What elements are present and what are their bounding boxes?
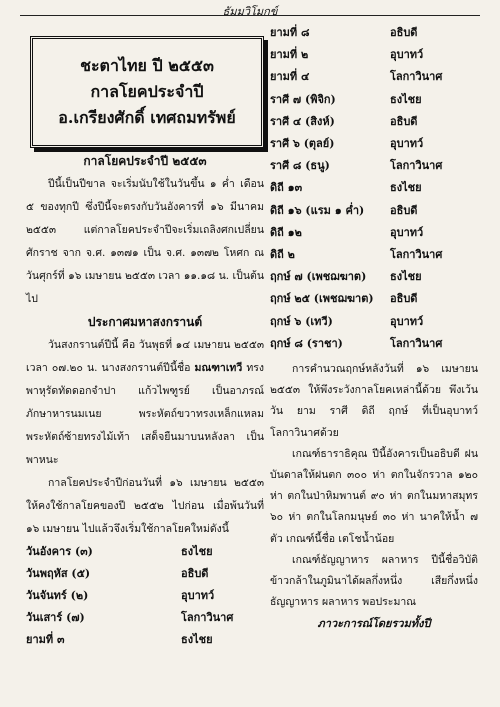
table-row-label: ยามที่ ๒ — [270, 48, 309, 62]
right-column — [270, 22, 478, 635]
table-row-label: ฤกษ์ ๘ (ราชา) — [270, 336, 343, 350]
title-line-1: ชะตาไทย ปี ๒๕๕๓ — [80, 56, 214, 75]
title-box — [30, 36, 264, 148]
paragraph-rainfall: เกณฑ์ธาราธิคุณ ปีนี้อังคารเป็นอธิบดี ฝน บันดาลให้ฝนตก ๓๐๐ ห่า ตกในจักรวาล ๑๒๐ ห่า ตกในป่าหิมพานต์ ๙๐ ห่า ตกในมหาสมุทร ๖๐ ห่า ตกในโลกมนุษย์ ๓๐ ห่า นาคให้น้ำ ๗ ตัว เกณฑ์นี้ชื่อ เตโชน้ำน้อย — [270, 447, 478, 545]
table-row-value: ธงไชย — [390, 92, 422, 106]
schedule-table — [26, 541, 264, 651]
songkran-goddess-name: มณฑาเทวี — [194, 362, 243, 374]
table-row-value: ธงไชย — [390, 270, 422, 284]
paragraph-songkran — [26, 334, 264, 472]
section-heading-kalayok: กาลโยคประจำปี ๒๕๕๓ — [83, 154, 207, 168]
section-heading-songkran: ประกาศมหาสงกรานต์ — [87, 315, 203, 329]
table-row-label: ยามที่ ๘ — [270, 26, 310, 39]
schedule-label: วันจันทร์ (๒) — [26, 589, 89, 602]
schedule-label: วันอังคาร (๓) — [26, 545, 93, 558]
table-row-value: อุบาทว์ — [390, 225, 424, 239]
schedule-label: ยามที่ ๓ — [26, 633, 65, 646]
table-row-label: ราศี ๘ (ธนู) — [270, 159, 330, 173]
paragraph-year-intro: ปีนี้เป็นปีขาล จะเริ่มนับใช้ในวันขึ้น ๑ ค่ำ เดือน ๕ ของทุกปี ซึ่งปีนี้จะตรงกับวันอังคารที่ ๑๖ มีนาคม ๒๕๕๓ แต่กาลโยคประจำปีจะเริ่มเถลิงศกเปลี่ยนศักราช จาก จ.ศ. ๑๓๗๑ เป็น จ.ศ. ๑๓๗๒ โหศก ณ วันศุกร์ที่ ๑๖ เมษายน ๒๕๕๓ เวลา ๑๑.๑๘ น. เป็นต้นไป — [26, 178, 264, 305]
table-row-value: อธิบดี — [390, 203, 418, 217]
schedule-spacer — [121, 585, 181, 607]
table-row-value: อุบาทว์ — [390, 48, 424, 62]
table-row-label: ดิถี ๑๖ (แรม ๑ ค่ำ) — [270, 203, 365, 217]
paragraph-harvest: เกณฑ์ธัญญาหาร ผลาหาร ปีนี้ชื่อวิบัติ ข้าวกล้าในภูมินาได้ผลกึ่งหนึ่ง เสียกึ่งหนึ่ง ธัญญาหาร ผลาหาร พอประมาณ — [270, 553, 478, 609]
title-line-2: กาลโยคประจำปี — [90, 82, 204, 101]
schedule-label: วันพฤหัส (๕) — [26, 567, 91, 580]
table-row-label: ราศี ๖ (ตุลย์) — [270, 137, 335, 151]
table-row-label: ราศี ๗ (พิจิก) — [270, 92, 336, 106]
table-row-label: ดิถี ๑๓ — [270, 181, 303, 195]
table-row-label: ดิถี ๒ — [270, 248, 295, 262]
table-row-label: ฤกษ์ ๖ (เทวี) — [270, 314, 333, 328]
table-row-value: โลกาวินาศ — [390, 159, 443, 173]
table-row-value: โลกาวินาศ — [390, 248, 443, 262]
table-row-value: อธิบดี — [390, 114, 418, 128]
table-row-value: อุบาทว์ — [390, 137, 424, 151]
table-row-value: โลกาวินาศ — [390, 336, 443, 350]
title-line-3: อ.เกรียงศักดิ์ เทศถมทรัพย์ — [58, 108, 236, 127]
table-row-value: ธงไชย — [390, 181, 422, 195]
schedule-spacer — [121, 629, 181, 651]
running-header: ธัมมวิโมกข์ — [222, 5, 278, 18]
songkran-text-a: วันสงกรานต์ปีนี้ คือ วันพุธที่ ๑๔ เมษายน ๒๕๕๓ เวลา ๐๗.๒๐ น. นางสงกรานต์ปีนี้ชื่อ — [26, 339, 264, 374]
schedule-value: ธงไชย — [181, 633, 213, 646]
paragraph-calculation: การคำนวณฤกษ์หลังวันที่ ๑๖ เมษายน ๒๕๕๓ ให้พึงระวังกาลโยคเหล่านี้ด้วย พึงเว้นวัน ยาม ราศี ดิถี ฤกษ์ ที่เป็นอุบาทว์ โลกาวินาศด้วย — [270, 363, 478, 439]
table-row-label: ราศี ๔ (สิงห์) — [270, 114, 335, 128]
table-row-value: อุบาทว์ — [390, 314, 424, 328]
schedule-spacer — [121, 607, 181, 629]
paragraph-transition: กาลโยคประจำปีก่อนวันที่ ๑๖ เมษายน ๒๕๕๓ ให้คงใช้กาลโยคของปี ๒๕๕๒ ไปก่อน เมื่อพ้นวันที่ ๑๖ เมษายน ไปแล้วจึงเริ่มใช้กาลโยคใหม่ดังนี้ — [26, 477, 264, 535]
songkran-text-b: ทรงพาหุรัดทัดดอกจำปา แก้วไพฑูรย์ เป็นอาภรณ์ ภักษาหารนมเนย พระหัตถ์ขวาทรงเหล็กแหลม พระหัตถ์ซ้ายทรงไม้เท้า เสด็จยืนมาบนหลังลา เป็นพาหนะ — [26, 362, 265, 466]
section-heading-overview: ภาวะการณ์โดยรวมทั้งปี — [317, 617, 431, 631]
kalayok-table — [270, 22, 478, 355]
schedule-value: อธิบดี — [181, 567, 209, 580]
right-text — [270, 359, 478, 635]
schedule-spacer — [121, 541, 181, 563]
table-row-value: อธิบดี — [390, 26, 418, 39]
table-row-label: ยามที่ ๔ — [270, 70, 310, 84]
schedule-value: โลกาวินาศ — [181, 611, 234, 624]
table-row-label: ดิถี ๑๒ — [270, 225, 302, 239]
schedule-value: อุบาทว์ — [181, 589, 215, 602]
schedule-value: ธงไชย — [181, 545, 213, 558]
table-row-value: โลกาวินาศ — [390, 70, 443, 84]
left-column — [26, 150, 264, 651]
header-rule — [20, 15, 480, 16]
table-row-label: ฤกษ์ ๒๕ (เพชฌฆาต) — [270, 292, 374, 306]
table-row-value: อธิบดี — [390, 292, 418, 306]
schedule-label: วันเสาร์ (๗) — [26, 611, 85, 624]
table-row-label: ฤกษ์ ๗ (เพชฌฆาต) — [270, 270, 367, 284]
schedule-spacer — [121, 563, 181, 585]
